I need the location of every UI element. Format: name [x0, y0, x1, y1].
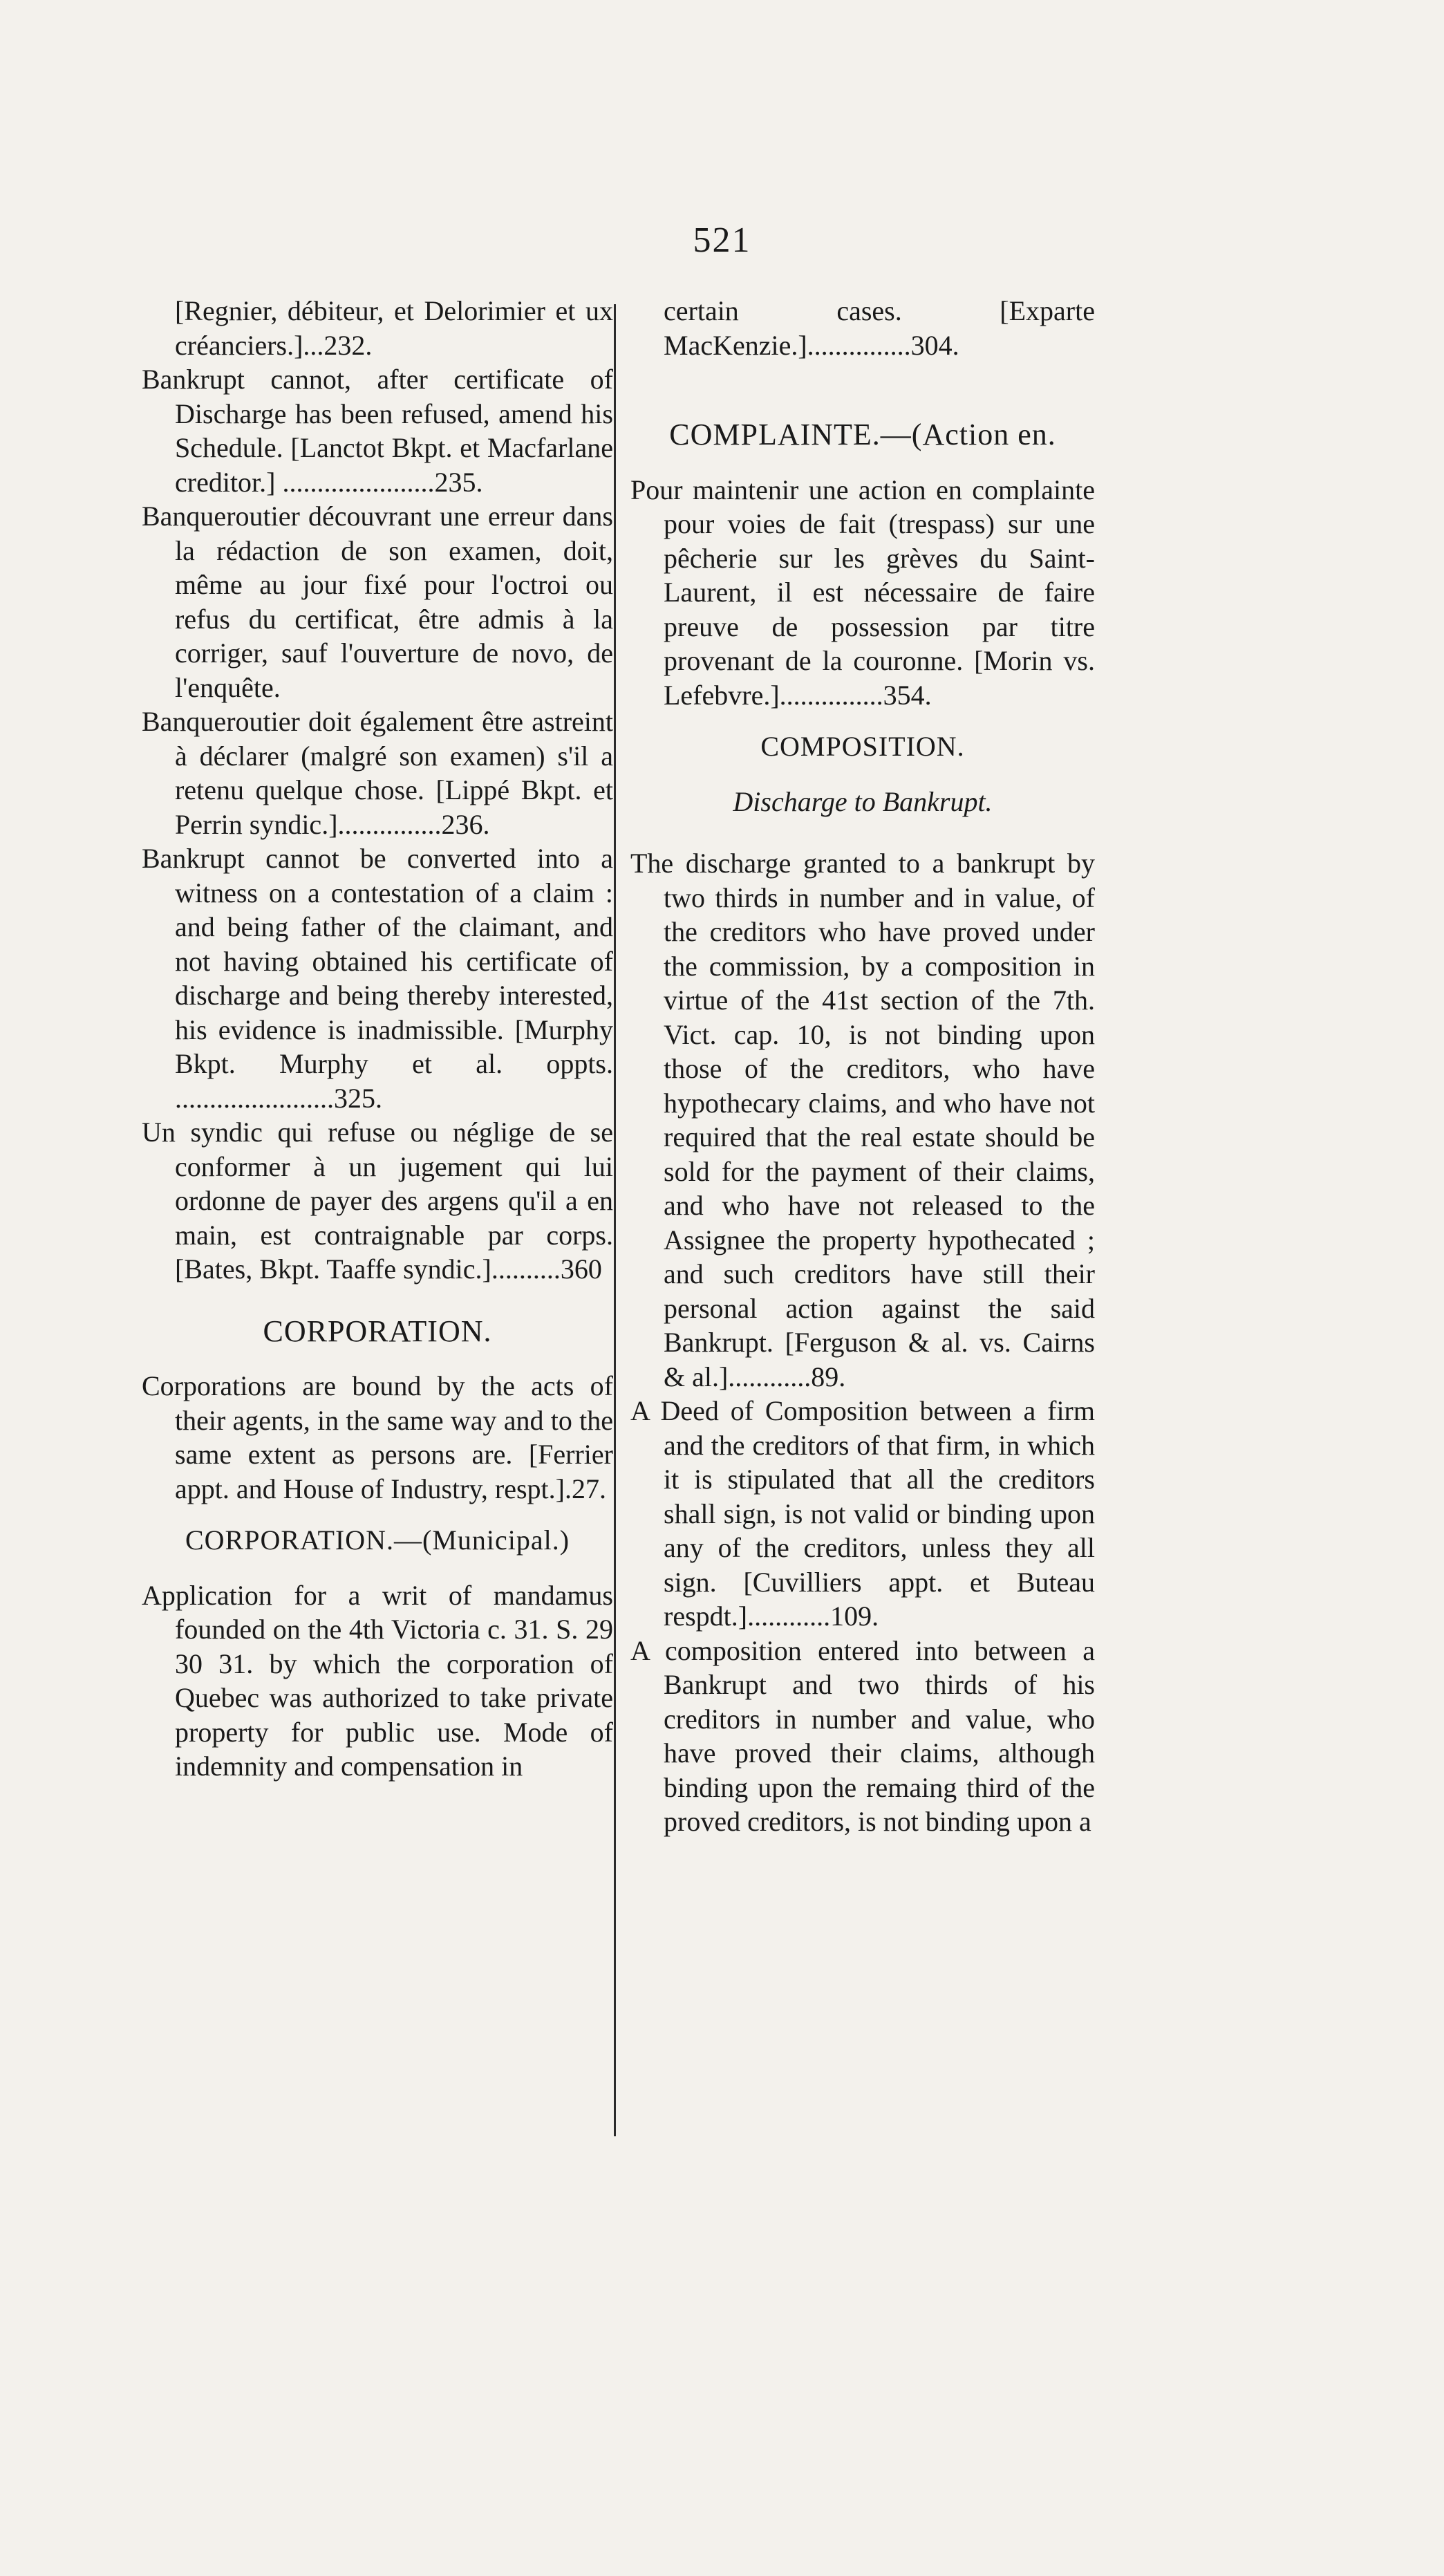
entry-banqueroutier-erreur: Banqueroutier découvrant une erreur dans la rédaction de son examen, doit, même au jour fixé pour l'octroi ou refus du certificat, être admis à la corriger, sauf l'ouverture de novo, de l'enquête.: [142, 501, 613, 703]
page-number: 521: [693, 221, 751, 260]
entry-banqueroutier-declarer: Banqueroutier doit également être astreint à déclarer (malgré son examen) s'il a retenu quelque chose. [Lippé Bkpt. et Perrin syndic.]...............236.: [142, 706, 613, 840]
entry-discharge-bankrupt: The discharge granted to a bankrupt by two thirds in number and in value, of the creditors who have proved under the commission, by a composition in virtue of the 41st section of the 7th. Vict. cap. 10, is not binding upon those of the creditors, who have hypothecary claims, and who have not required that the real estate should be sold for the payment of their claims, and who have not released to the Assignee the property hypothecated ; and such creditors have still their personal action against the said Bankrupt. [Ferguson & al. vs. Cairns & al.]............89.: [630, 848, 1095, 1392]
entry-bankrupt-witness: Bankrupt cannot be converted into a witness on a contestation of a claim : and being father of the claimant, and not having obtained his certificate of discharge and being thereby interested, his evidence is inadmissible. [Murphy Bkpt. Murphy et al. oppts. .......................325.: [142, 843, 613, 1114]
heading-corporation-municipal: CORPORATION.—(Municipal.): [185, 1524, 570, 1556]
entry-corporation: Corporations are bound by the acts of their agents, in the same way and to the same extent as persons are. [Ferrier appt. and House of Industry, respt.].27.: [142, 1370, 613, 1504]
entry-composition-two-thirds: A composition entered into between a Bankrupt and two thirds of his creditors in number and value, who have proved their claims, although binding upon the remaing third of the proved creditors, is not binding upon a: [630, 1634, 1095, 1837]
right-column: [630, 294, 1095, 2576]
heading-complainte: COMPLAINTE.—(Action en.: [669, 418, 1056, 451]
entry-syndic: Un syndic qui refuse ou néglige de se conformer à un jugement qui lui ordonne de payer des argens qu'il a en main, est contraignable par corps. [Bates, Bkpt. Taaffe syndic.]..........360: [142, 1117, 613, 1285]
subheading-discharge: Discharge to Bankrupt.: [733, 785, 993, 817]
entry-mackenzie-continuation: certain cases. [Exparte MacKenzie.]...............304.: [664, 295, 1095, 361]
entry-continuation: [Regnier, débiteur, et Delorimier et ux créanciers.]...232.: [175, 295, 613, 361]
left-column: [142, 294, 613, 2576]
entry-complainte: Pour maintenir une action en complainte pour voies de fait (trespass) sur une pêcherie sur les grèves du Saint-Laurent, il est nécessaire de faire preuve de possession par titre provenant de la couronne. [Morin vs. Lefebvre.]...............354.: [630, 474, 1095, 711]
column-divider: [614, 304, 616, 2136]
entry-bankrupt-schedule: Bankrupt cannot, after certificate of Discharge has been refused, amend his Schedule. [Lanctot Bkpt. et Macfarlane creditor.] ......................235.: [142, 364, 613, 498]
entry-mandamus: Application for a writ of mandamus founded on the 4th Victoria c. 31. S. 29 30 31. by which the corporation of Quebec was authorized to take private property for public use. Mode of indemnity and compensation in: [142, 1579, 613, 1782]
entry-deed-composition: A Deed of Composition between a firm and the creditors of that firm, in which it is stipulated that all the creditors shall sign, is not valid or binding upon any of the creditors, unless they all sign. [Cuvilliers appt. et Buteau respdt.]............109.: [630, 1395, 1095, 1632]
heading-composition: COMPOSITION.: [760, 731, 965, 762]
heading-corporation: CORPORATION.: [263, 1314, 492, 1348]
